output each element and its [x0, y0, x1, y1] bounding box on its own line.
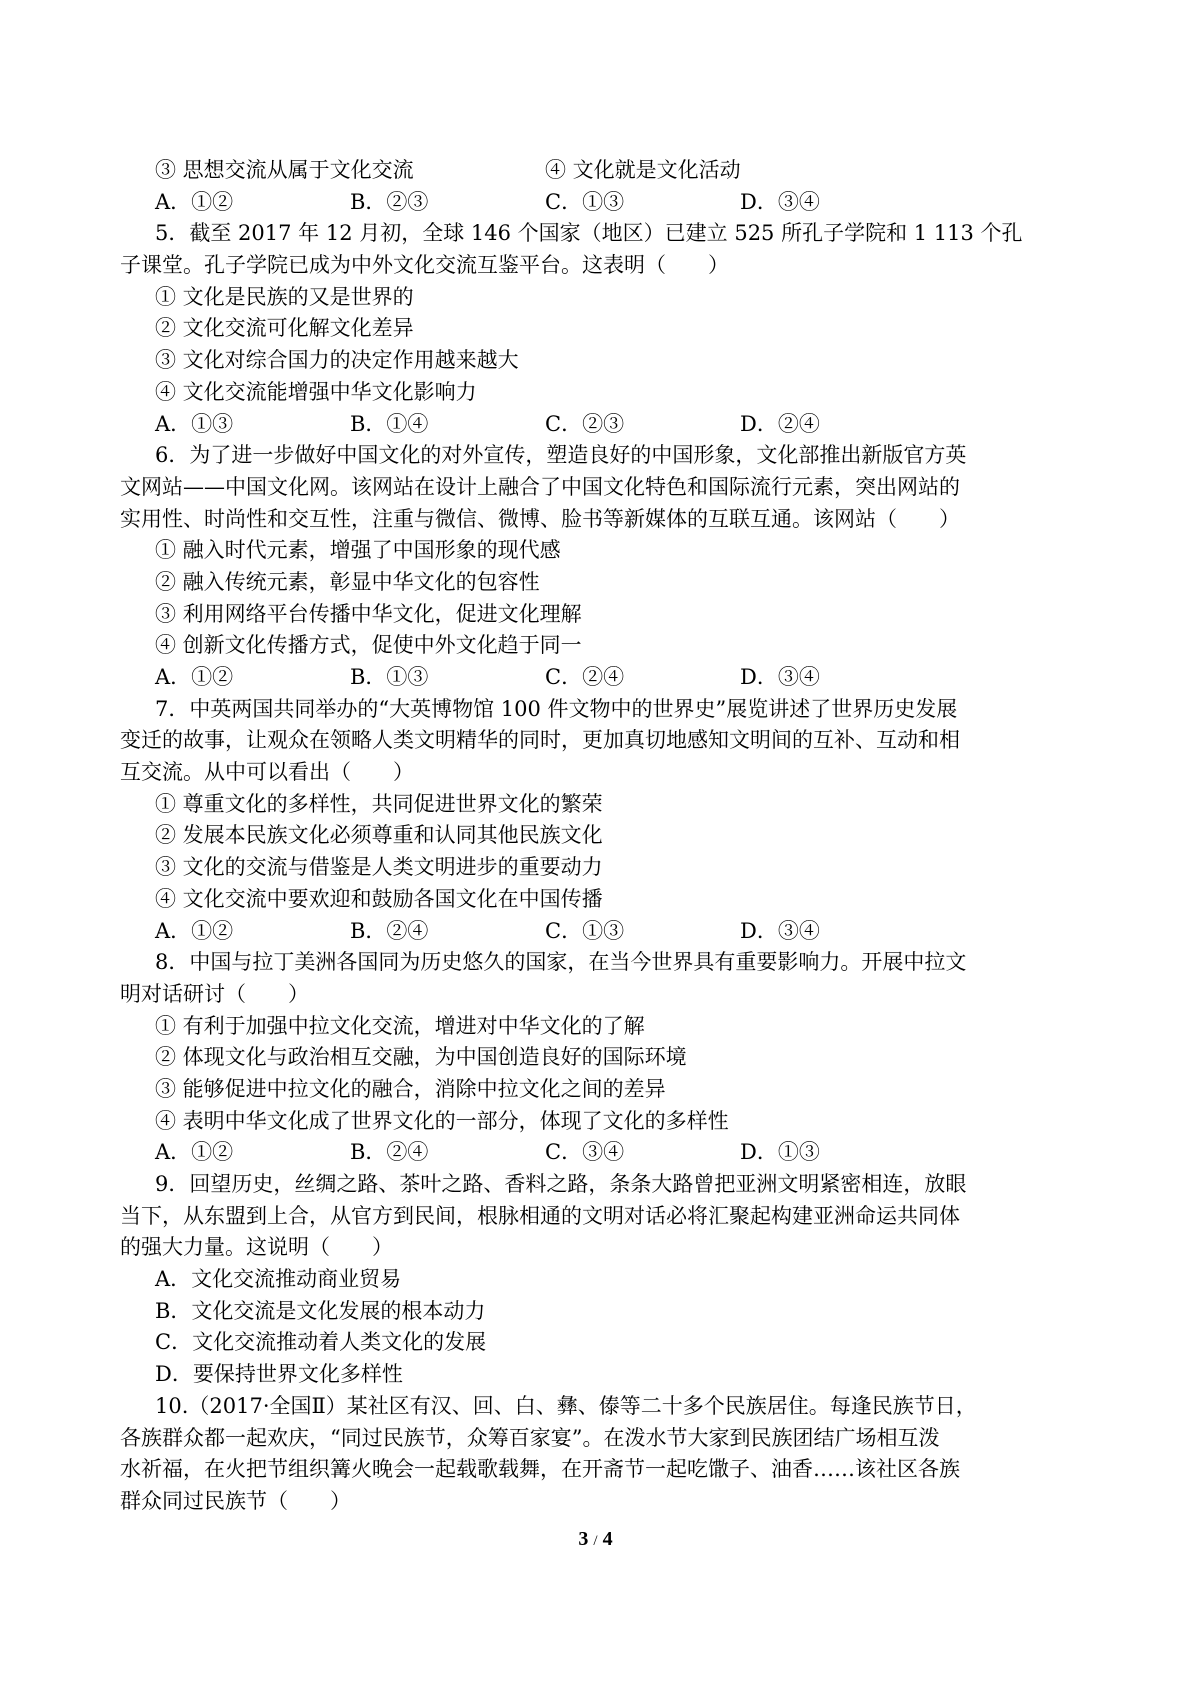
q5-answers	[0, 409, 1191, 441]
q8-answer-c[interactable]: C．③④	[545, 1140, 625, 1165]
q5-answer-b[interactable]: B．①④	[350, 411, 429, 436]
q10-stem-line: 水祈福，在火把节组织篝火晚会一起载歌载舞，在开斋节一起吃馓子、油香……该社区各族	[120, 1457, 960, 1482]
q10-stem-line: 群众同过民族节（ ）	[120, 1488, 351, 1513]
page-number	[0, 1528, 1191, 1551]
q5-stem-line: 子课堂。孔子学院已成为中外文化交流互鉴平台。这表明（ ）	[120, 253, 729, 278]
q7-option: ④ 文化交流中要欢迎和鼓励各国文化在中国传播	[155, 886, 603, 911]
q7-option: ① 尊重文化的多样性，共同促进世界文化的繁荣	[155, 791, 603, 816]
q8-answer-b[interactable]: B．②④	[350, 1140, 429, 1165]
q4-answer-d[interactable]: D．③④	[740, 189, 820, 214]
q6-answers	[0, 662, 1191, 694]
page-total: 4	[602, 1528, 613, 1550]
q9-answer-d[interactable]: D．要保持世界文化多样性	[155, 1362, 403, 1387]
q4-answer-b[interactable]: B．②③	[350, 189, 429, 214]
q6-option: ① 融入时代元素，增强了中国形象的现代感	[155, 538, 561, 563]
q4-answers	[0, 187, 1191, 219]
q7-answer-a[interactable]: A．①②	[155, 918, 234, 943]
q7-option: ② 发展本民族文化必须尊重和认同其他民族文化	[155, 823, 603, 848]
q7-stem-line: 7．中英两国共同举办的“大英博物馆 100 件文物中的世界史”展览讲述了世界历史发展	[155, 696, 958, 721]
q4-option-4: ④ 文化就是文化活动	[545, 158, 741, 182]
q4-option-3: ③ 思想交流从属于文化交流	[155, 158, 414, 182]
q7-option: ③ 文化的交流与借鉴是人类文明进步的重要动力	[155, 855, 603, 880]
q6-option: ④ 创新文化传播方式，促使中外文化趋于同一	[155, 633, 582, 658]
q5-option: ① 文化是民族的又是世界的	[155, 284, 414, 309]
q5-answer-a[interactable]: A．①③	[155, 411, 234, 436]
q8-option: ③ 能够促进中拉文化的融合，消除中拉文化之间的差异	[155, 1076, 666, 1101]
q8-option: ① 有利于加强中拉文化交流，增进对中华文化的了解	[155, 1013, 645, 1038]
q9-stem-line: 的强大力量。这说明（ ）	[120, 1235, 393, 1260]
q8-option: ④ 表明中华文化成了世界文化的一部分，体现了文化的多样性	[155, 1108, 729, 1133]
q4-answer-a[interactable]: A．①②	[155, 189, 234, 214]
q8-answers	[0, 1137, 1191, 1169]
q9-stem-line: 9．回望历史，丝绸之路、茶叶之路、香料之路，条条大路曾把亚洲文明紧密相连，放眼	[155, 1172, 967, 1196]
q4-answer-c[interactable]: C．①③	[545, 189, 625, 214]
q6-stem-line: 文网站——中国文化网。该网站在设计上融合了中国文化特色和国际流行元素，突出网站的	[120, 474, 960, 499]
q6-stem-line: 实用性、时尚性和交互性，注重与微信、微博、脸书等新媒体的互联互通。该网站（ ）	[120, 506, 960, 531]
q5-option: ③ 文化对综合国力的决定作用越来越大	[155, 348, 519, 373]
q6-stem-line: 6．为了进一步做好中国文化的对外宣传，塑造良好的中国形象，文化部推出新版官方英	[155, 443, 967, 468]
q8-stem-line: 8．中国与拉丁美洲各国同为历史悠久的国家，在当今世界具有重要影响力。开展中拉文	[155, 950, 967, 975]
q5-answer-d[interactable]: D．②④	[740, 411, 820, 436]
q5-option: ② 文化交流可化解文化差异	[155, 316, 414, 341]
q9-answer-a[interactable]: A．文化交流推动商业贸易	[155, 1267, 402, 1292]
q9-answer-b[interactable]: B．文化交流是文化发展的根本动力	[155, 1298, 486, 1323]
q5-answer-c[interactable]: C．②③	[545, 411, 625, 436]
q7-answer-c[interactable]: C．①③	[545, 918, 625, 943]
q7-answer-d[interactable]: D．③④	[740, 918, 820, 943]
q8-answer-d[interactable]: D．①③	[740, 1140, 820, 1165]
q10-stem-line: 10.（2017·全国Ⅱ）某社区有汉、回、白、彝、傣等二十多个民族居住。每逢民族节日，	[155, 1393, 977, 1418]
page-separator: /	[593, 1533, 598, 1549]
page-current: 3	[578, 1528, 589, 1550]
q7-answers	[0, 916, 1191, 948]
q8-option: ② 体现文化与政治相互交融，为中国创造良好的国际环境	[155, 1045, 687, 1070]
page-body	[0, 155, 1191, 1518]
q9-answer-c[interactable]: C．文化交流推动着人类文化的发展	[155, 1330, 487, 1355]
q6-option: ③ 利用网络平台传播中华文化，促进文化理解	[155, 601, 582, 626]
q7-stem-line: 互交流。从中可以看出（ ）	[120, 760, 414, 785]
q4-options-row	[0, 155, 1191, 187]
q6-option: ② 融入传统元素，彰显中华文化的包容性	[155, 569, 540, 594]
q6-answer-c[interactable]: C．②④	[545, 665, 625, 689]
q9-stem-line: 当下，从东盟到上合，从官方到民间，根脉相通的文明对话必将汇聚起构建亚洲命运共同体	[120, 1203, 960, 1228]
q10-stem-line: 各族群众都一起欢庆，“同过民族节，众筹百家宴”。在泼水节大家到民族团结广场相互泼	[120, 1425, 940, 1450]
q8-stem-line: 明对话研讨（ ）	[120, 981, 309, 1006]
q5-option: ④ 文化交流能增强中华文化影响力	[155, 379, 477, 404]
q6-answer-a[interactable]: A．①②	[155, 665, 234, 689]
q8-answer-a[interactable]: A．①②	[155, 1140, 234, 1165]
q7-stem-line: 变迁的故事，让观众在领略人类文明精华的同时，更加真切地感知文明间的互补、互动和相	[120, 728, 960, 753]
q6-answer-b[interactable]: B．①③	[350, 665, 429, 689]
q5-stem-line: 5．截至 2017 年 12 月初，全球 146 个国家（地区）已建立 525 所孔子学院和 1 113 个孔	[155, 221, 1023, 246]
q6-answer-d[interactable]: D．③④	[740, 665, 820, 689]
q7-answer-b[interactable]: B．②④	[350, 918, 429, 943]
